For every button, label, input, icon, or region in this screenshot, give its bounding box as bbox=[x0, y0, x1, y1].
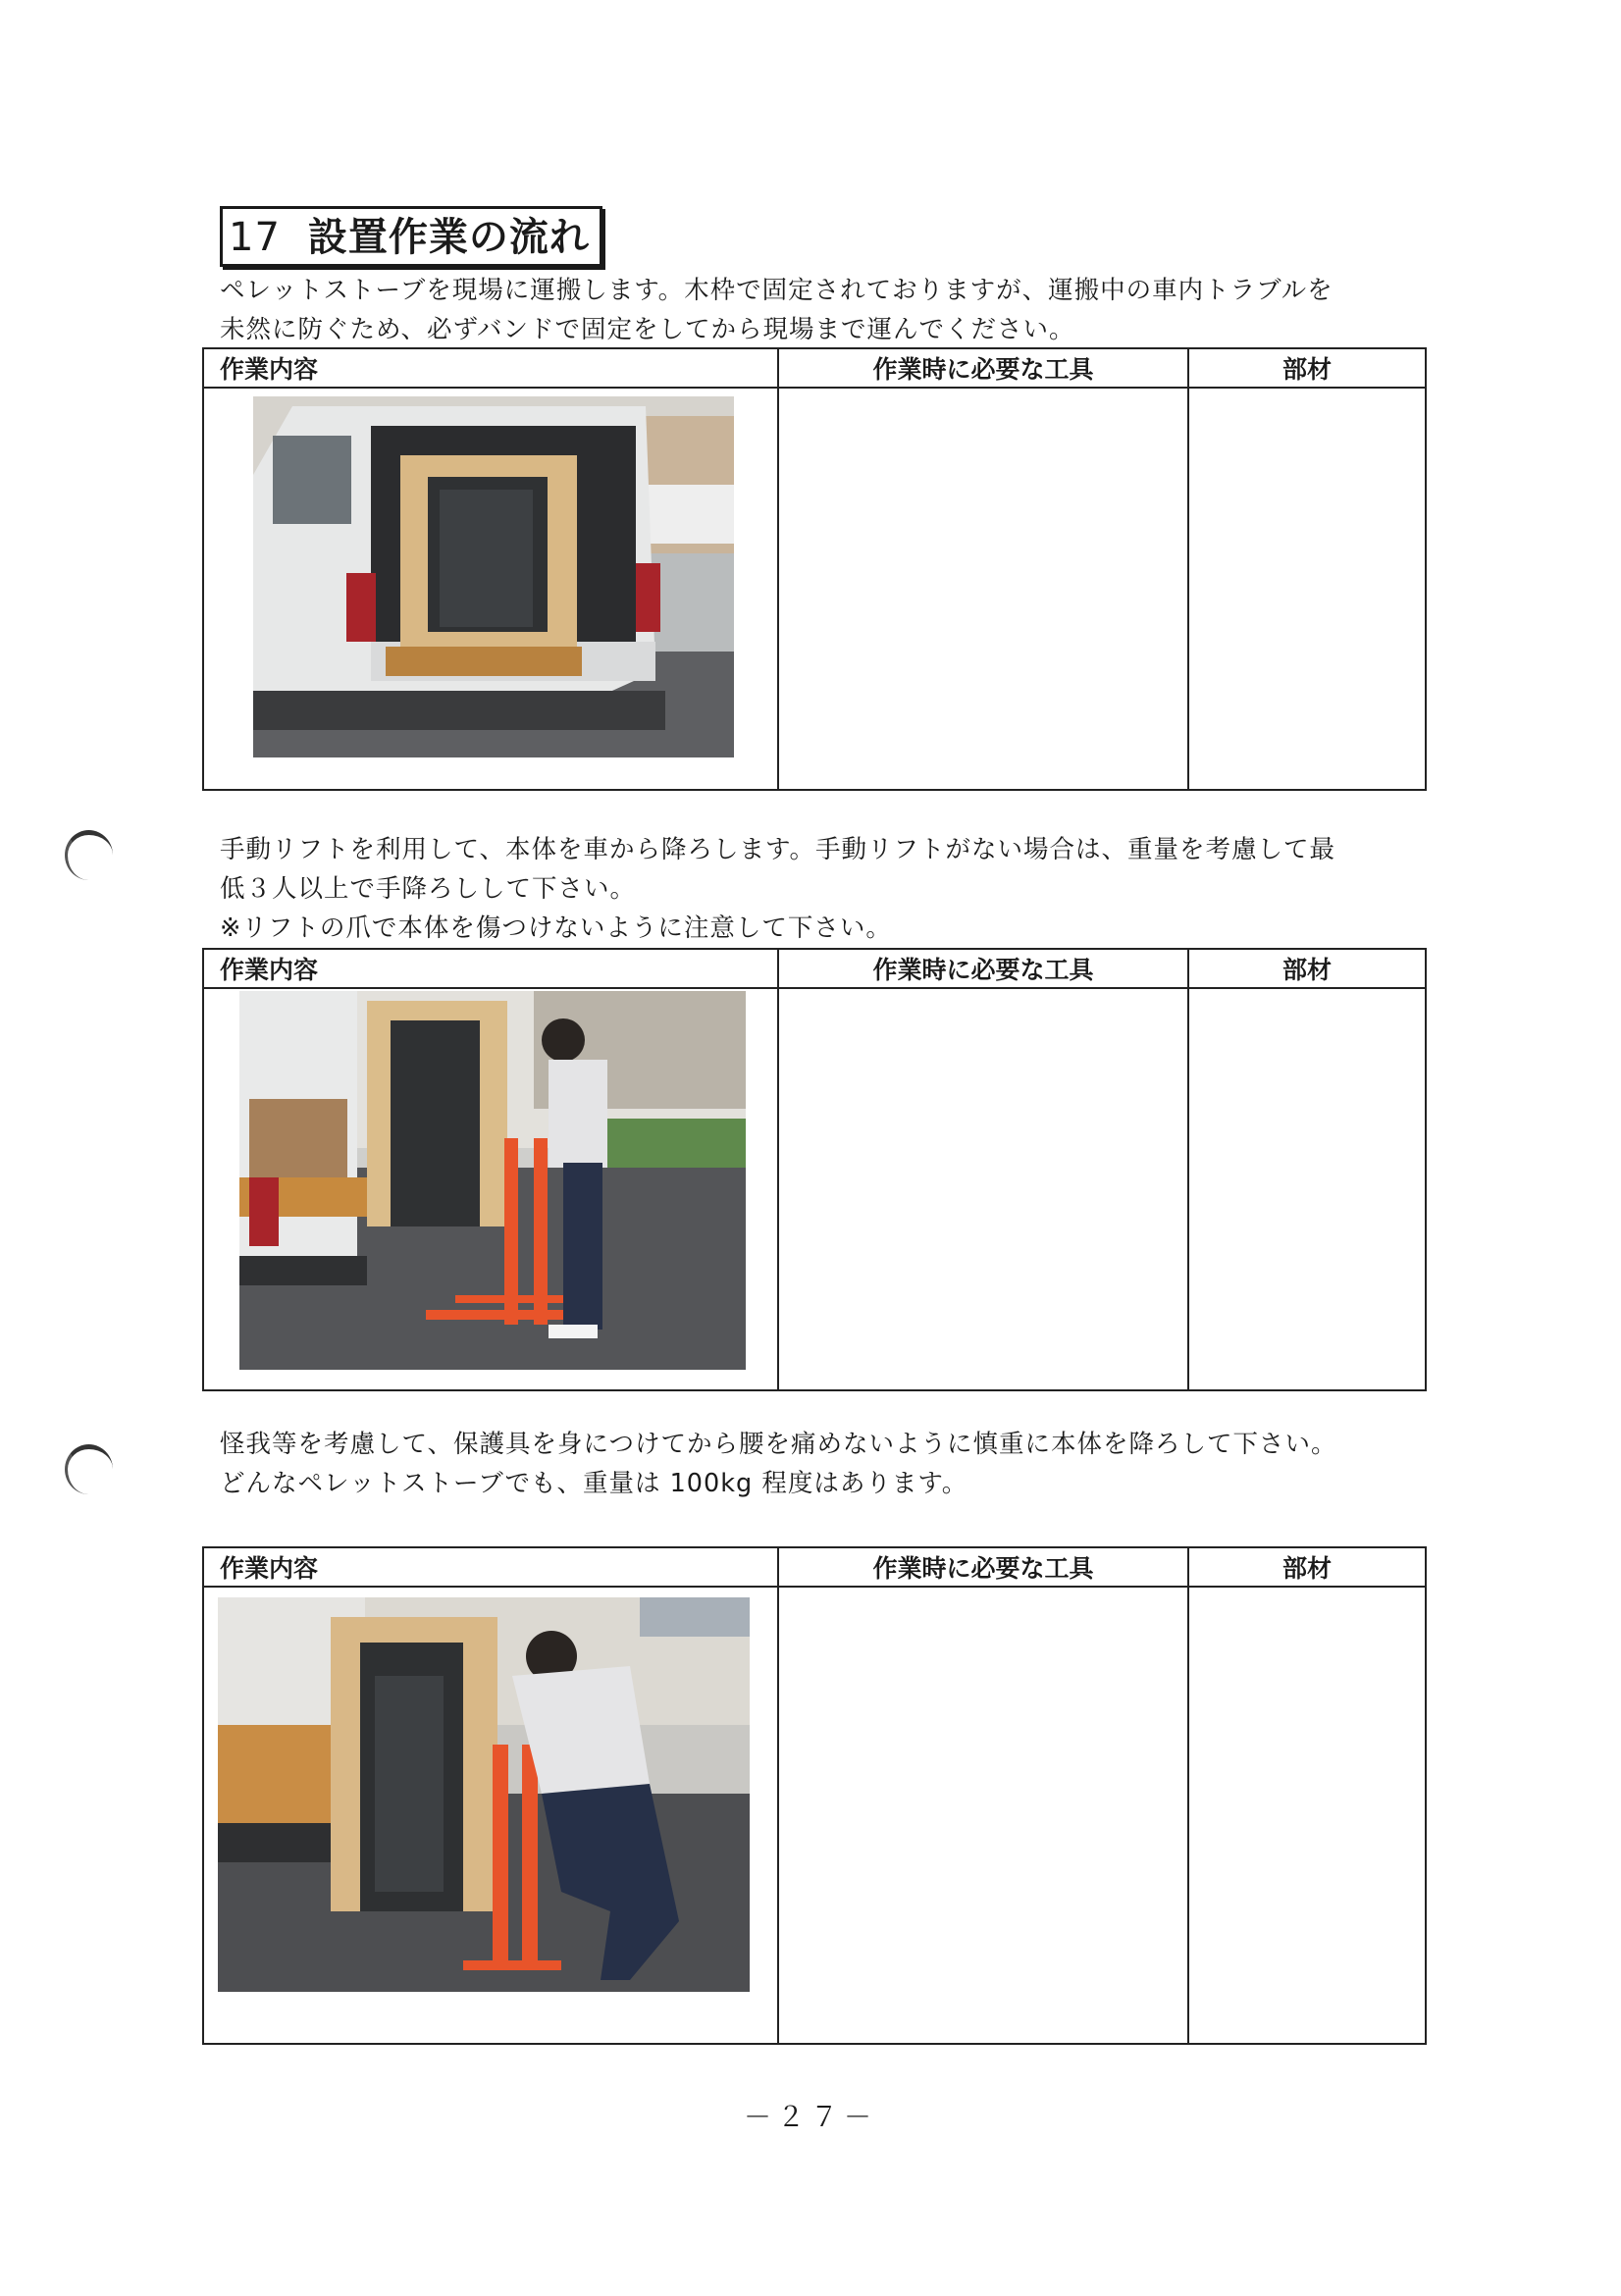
header-materials: 部材 bbox=[1188, 1547, 1426, 1587]
section-title bbox=[220, 206, 602, 267]
header-work: 作業内容 bbox=[203, 348, 778, 388]
step1-work-cell bbox=[203, 388, 778, 790]
step2-text bbox=[220, 830, 1335, 948]
step2-work-cell bbox=[203, 988, 778, 1390]
step3-materials-cell bbox=[1188, 1587, 1426, 2044]
header-tools: 作業時に必要な工具 bbox=[778, 348, 1188, 388]
step2-line1: 手動リフトを利用して、本体を車から降ろします。手動リフトがない場合は、重量を考慮して最 bbox=[220, 835, 1335, 864]
page-number: －２７－ bbox=[743, 2101, 877, 2133]
step2-tools-cell bbox=[778, 988, 1188, 1390]
step1-line1: ペレットストーブを現場に運搬します。木枠で固定されておりますが、運搬中の車内トラブルを bbox=[220, 276, 1333, 305]
header-materials: 部材 bbox=[1188, 949, 1426, 988]
van-with-stove-photo bbox=[253, 396, 734, 757]
punch-hole-bottom bbox=[65, 1444, 113, 1494]
step3-line2: どんなペレットストーブでも、重量は 100kg 程度はあります。 bbox=[220, 1469, 968, 1498]
step3-line1: 怪我等を考慮して、保護具を身につけてから腰を痛めないように慎重に本体を降ろして下さい。 bbox=[220, 1430, 1337, 1459]
punch-hole-top bbox=[65, 830, 113, 880]
hand-lift-unloading-photo bbox=[239, 991, 746, 1370]
header-tools: 作業時に必要な工具 bbox=[778, 949, 1188, 988]
step3-work-cell bbox=[203, 1587, 778, 2044]
step1-table bbox=[202, 347, 1427, 791]
section-title-text: 設置作業の流れ bbox=[307, 215, 590, 260]
step1-line2: 未然に防ぐため、必ずバンドで固定をしてから現場まで運んでください。 bbox=[220, 315, 1075, 344]
section-number: 17 bbox=[229, 215, 281, 260]
step3-table bbox=[202, 1546, 1427, 2045]
header-materials: 部材 bbox=[1188, 348, 1426, 388]
step2-line2: 低３人以上で手降ろしして下さい。 bbox=[220, 874, 637, 904]
step2-table bbox=[202, 948, 1427, 1391]
header-work: 作業内容 bbox=[203, 1547, 778, 1587]
worker-lowering-stove-photo bbox=[218, 1597, 750, 1992]
step2-line3: ※リフトの爪で本体を傷つけないように注意して下さい。 bbox=[220, 913, 892, 943]
step3-text bbox=[220, 1425, 1336, 1503]
step1-materials-cell bbox=[1188, 388, 1426, 790]
header-tools: 作業時に必要な工具 bbox=[778, 1547, 1188, 1587]
step1-text bbox=[220, 271, 1333, 349]
step3-tools-cell bbox=[778, 1587, 1188, 2044]
header-work: 作業内容 bbox=[203, 949, 778, 988]
step2-materials-cell bbox=[1188, 988, 1426, 1390]
step1-tools-cell bbox=[778, 388, 1188, 790]
